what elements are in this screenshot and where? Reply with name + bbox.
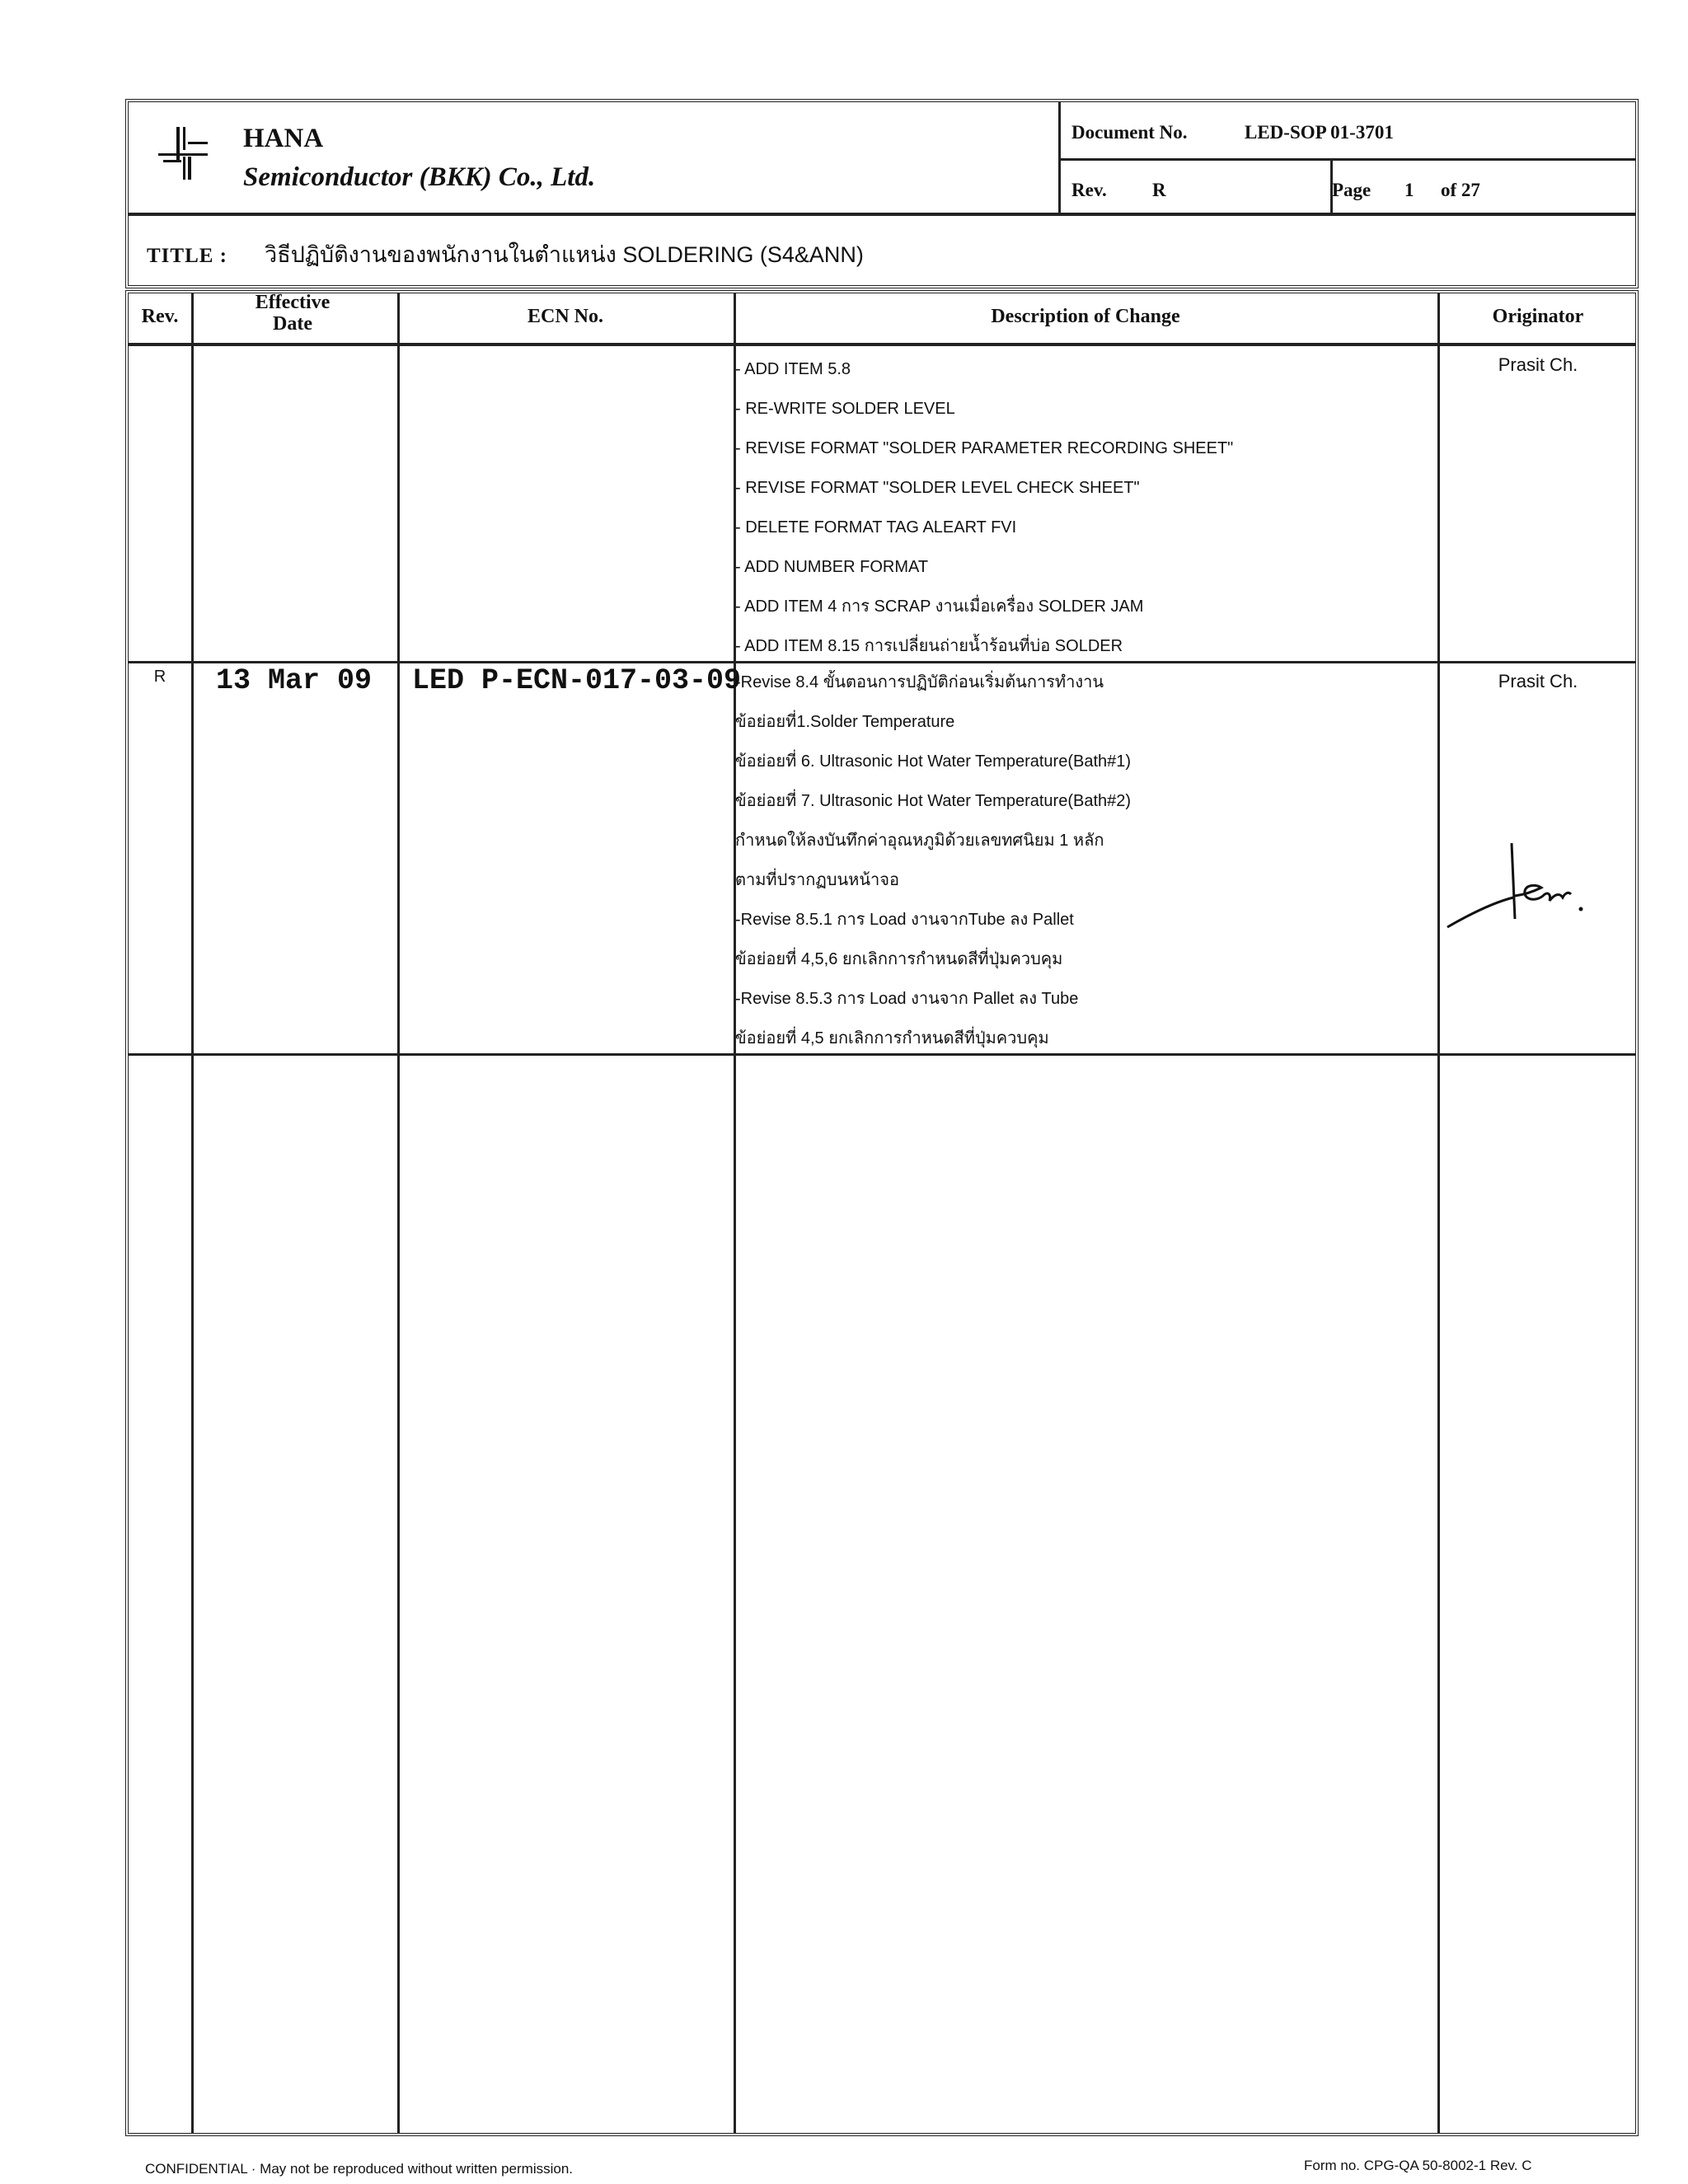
- row-1-description: [735, 349, 1428, 666]
- col-header-effective-date: Effective Date: [255, 292, 331, 335]
- description-line: ข้อย่อยที่1.Solder Temperature: [735, 713, 955, 731]
- row-2-effective-date: 13 Mar 09: [216, 664, 373, 697]
- col-header-description: Description of Change: [991, 306, 1180, 327]
- description-line: ข้อย่อยที่ 4,5 ยกเลิกการกำหนดสีที่ปุ่มควบคุม: [735, 1029, 1049, 1047]
- description-line: -Revise 8.5.1 การ Load งานจากTube ลง Pallet: [735, 911, 1074, 929]
- description-line: - ADD ITEM 5.8: [735, 360, 851, 378]
- row-1-originator: Prasit Ch.: [1498, 354, 1578, 375]
- description-line: - REVISE FORMAT "SOLDER PARAMETER RECORDING SHEET": [735, 439, 1234, 457]
- document-no-value: LED-SOP 01-3701: [1245, 122, 1394, 143]
- document-no-label: Document No.: [1071, 122, 1188, 143]
- title-label: TITLE :: [147, 245, 228, 267]
- row-2-rev: R: [153, 668, 166, 686]
- description-line: - ADD ITEM 4 การ SCRAP งานเมื่อเครื่อง SOLDER JAM: [735, 598, 1144, 616]
- row-2-ecn-no: LED P-ECN-017-03-09: [412, 664, 742, 697]
- description-line: กำหนดให้ลงบันทึกค่าอุณหภูมิด้วยเลขทศนิยม 1 หลัก: [735, 832, 1104, 850]
- description-line: ข้อย่อยที่ 4,5,6 ยกเลิกการกำหนดสีที่ปุ่มควบคุม: [735, 950, 1063, 968]
- rev-label: Rev.: [1071, 180, 1107, 200]
- signature-icon: [1444, 837, 1601, 935]
- page-number: 1: [1404, 180, 1414, 200]
- description-line: - ADD NUMBER FORMAT: [735, 558, 929, 576]
- row-2-originator: Prasit Ch.: [1498, 671, 1578, 691]
- hana-logo-icon: [153, 124, 213, 183]
- description-line: ตามที่ปรากฏบนหน้าจอ: [735, 871, 899, 889]
- title-text: วิธีปฏิบัติงานของพนักงานในตำแหน่ง SOLDERING (S4&ANN): [265, 242, 864, 267]
- page-total: of 27: [1441, 180, 1480, 200]
- description-line: - RE-WRITE SOLDER LEVEL: [735, 400, 955, 418]
- col-header-ecn-no: ECN No.: [527, 306, 603, 327]
- description-line: ข้อย่อยที่ 7. Ultrasonic Hot Water Temperature(Bath#2): [735, 792, 1132, 810]
- col-header-originator: Originator: [1492, 306, 1584, 327]
- description-line: - ADD ITEM 8.15 การเปลี่ยนถ่ายน้ำร้อนที่บ่อ SOLDER: [735, 637, 1123, 655]
- company-name: HANA: [243, 124, 324, 153]
- footer-form-no: Form no. CPG-QA 50-8002-1 Rev. C: [1304, 2158, 1532, 2173]
- description-line: ข้อย่อยที่ 6. Ultrasonic Hot Water Temperature(Bath#1): [735, 752, 1132, 771]
- footer-confidential: CONFIDENTIAL · May not be reproduced without written permission.: [145, 2161, 574, 2177]
- page-label: Page: [1332, 180, 1372, 200]
- description-line: - DELETE FORMAT TAG ALEART FVI: [735, 518, 1017, 537]
- rev-value: R: [1152, 180, 1166, 200]
- row-2-description: [735, 663, 1428, 1058]
- company-subtitle: Semiconductor (BKK) Co., Ltd.: [243, 162, 596, 192]
- description-line: - REVISE FORMAT "SOLDER LEVEL CHECK SHEET": [735, 479, 1140, 497]
- description-line: -Revise 8.5.3 การ Load งานจาก Pallet ลง Tube: [735, 990, 1079, 1008]
- col-header-rev: Rev.: [141, 306, 179, 327]
- title-row: [147, 237, 864, 272]
- description-line: -Revise 8.4 ขั้นตอนการปฏิบัติก่อนเริ่มต้นการทำงาน: [735, 673, 1104, 691]
